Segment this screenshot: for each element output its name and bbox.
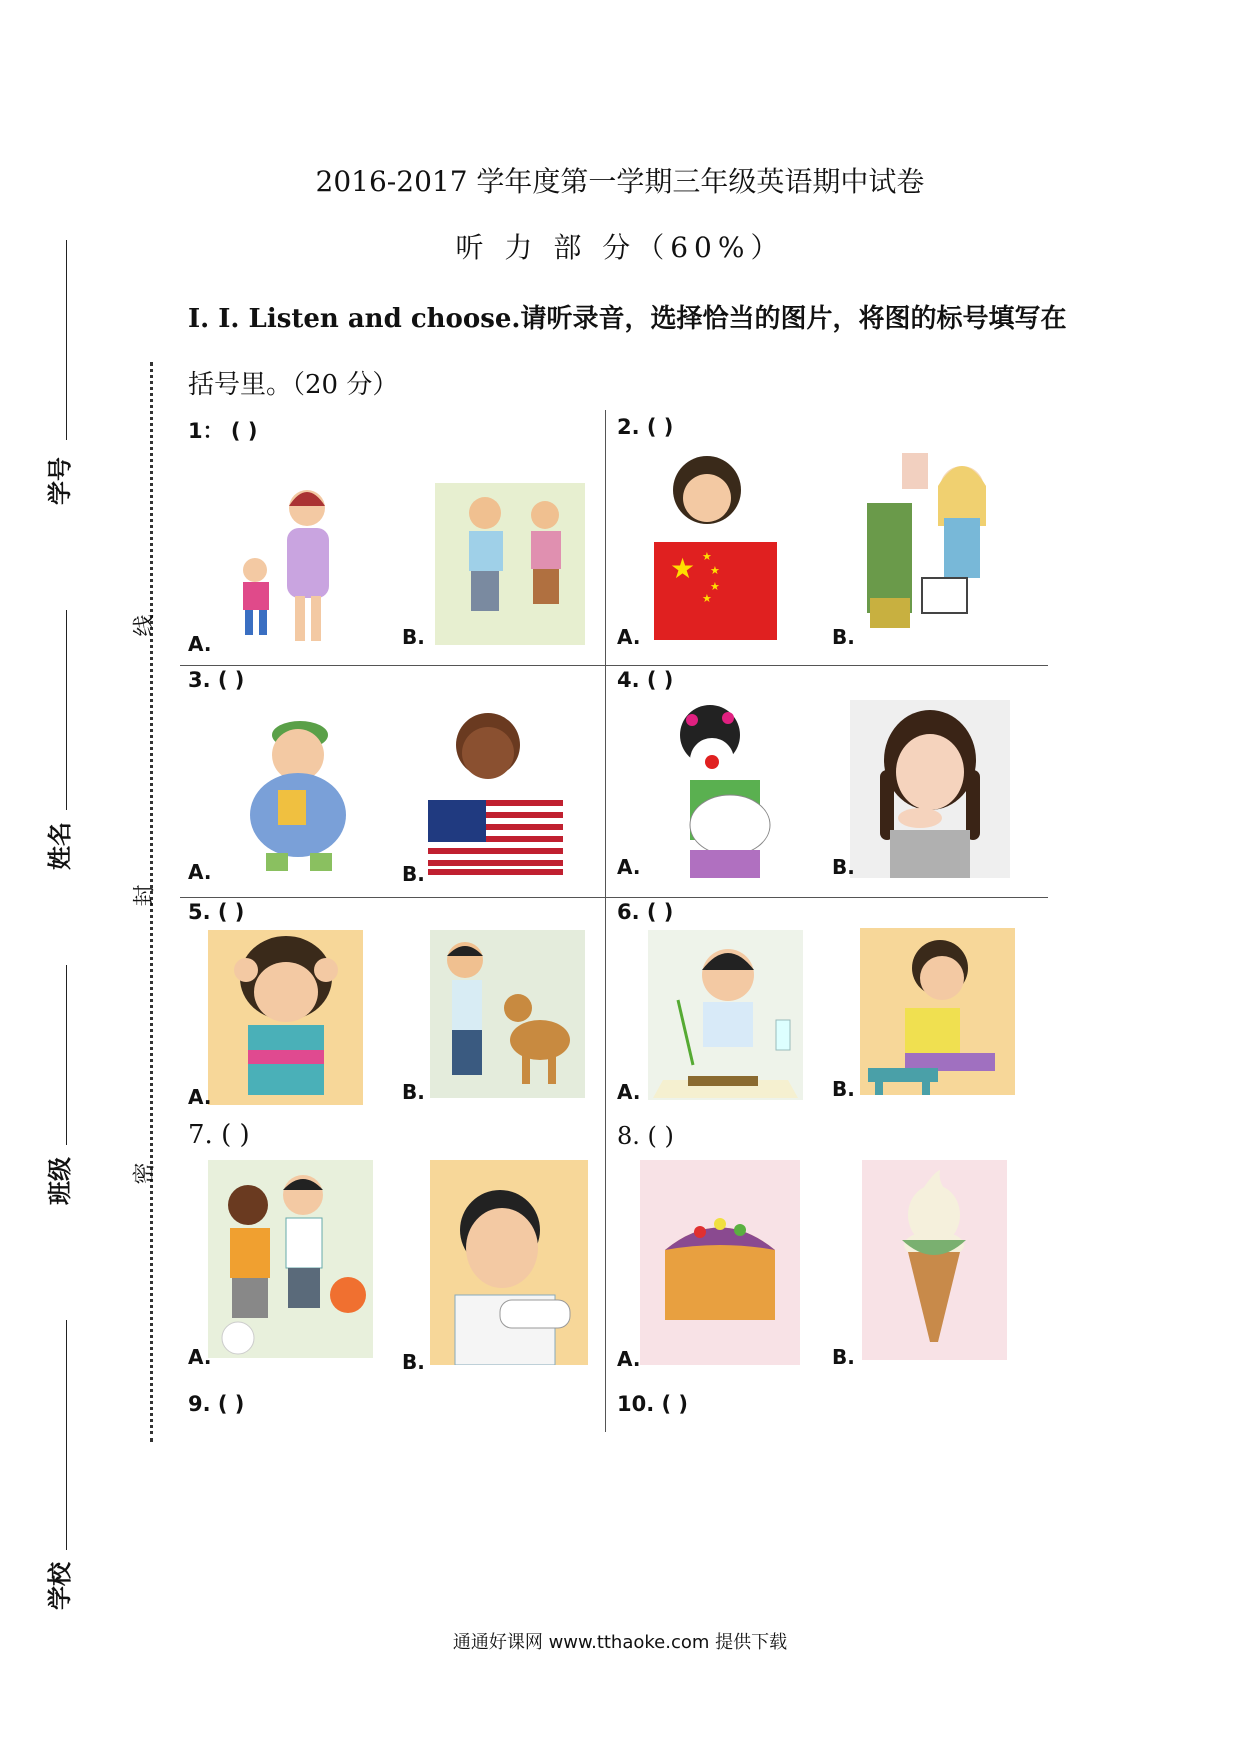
q6-option-b: B. [832, 1077, 855, 1101]
woman-shopping-icon [862, 448, 1002, 643]
cake-icon [640, 1160, 800, 1365]
clown-icon [650, 700, 800, 878]
question-8-number: 8. ( ) [617, 1122, 674, 1150]
question-3-number: 3. ( ) [188, 668, 245, 692]
mother-and-child-icon [215, 478, 365, 653]
boy-and-girl-greeting-icon [435, 483, 585, 645]
girl-headache-icon [208, 930, 363, 1105]
page-subtitle: 听 力 部 分（60%） [455, 231, 785, 264]
student-id-label: 学号 [46, 457, 74, 505]
q2-option-a: A. [617, 625, 641, 649]
q8-option-b: B. [832, 1345, 855, 1369]
fat-boy-eating-fries-icon [218, 705, 373, 875]
seal-char-seal: 封 [132, 884, 158, 907]
svg-text:★: ★ [670, 552, 696, 585]
question-4-number: 4. ( ) [617, 668, 674, 692]
q6-option-a: A. [617, 1080, 641, 1104]
instruction-line-2: 括号里。（20 分） [188, 370, 399, 400]
ice-cream-icon [862, 1160, 1007, 1360]
question-10-number: 10. ( ) [617, 1392, 689, 1416]
question-9-number: 9. ( ) [188, 1392, 245, 1416]
grid-divider-1 [180, 665, 1048, 666]
q7-option-b: B. [402, 1350, 425, 1374]
q1-option-a: A. [188, 632, 212, 656]
seal-char-line: 线 [132, 614, 158, 637]
class-label: 班级 [46, 1157, 74, 1205]
grid-divider-2 [180, 897, 1048, 898]
question-7-number: 7. ( ) [188, 1120, 250, 1150]
svg-text:★: ★ [702, 550, 712, 563]
q1-option-b: B. [402, 625, 425, 649]
page-title: 2016-2017 学年度第一学期三年级英语期中试卷 [315, 165, 925, 198]
boy-with-dog-icon [430, 930, 585, 1098]
grid-divider-vertical [605, 410, 606, 1432]
q3-option-a: A. [188, 860, 212, 884]
boy-usa-flag-icon [428, 705, 563, 875]
svg-text:★: ★ [710, 580, 720, 593]
question-2-number: 2. ( ) [617, 415, 674, 439]
svg-text:★: ★ [702, 592, 712, 605]
boy-hurt-arm-icon [430, 1160, 588, 1365]
boys-playing-ball-icon [208, 1160, 373, 1358]
seal-char-secret: 密 [132, 1162, 158, 1185]
name-blank [66, 610, 67, 810]
q8-option-a: A. [617, 1347, 641, 1371]
svg-text:★: ★ [710, 564, 720, 577]
boy-eating-icon [648, 930, 803, 1100]
q7-option-a: A. [188, 1345, 212, 1369]
question-6-number: 6. ( ) [617, 900, 674, 924]
school-label: 学校 [46, 1562, 74, 1610]
question-1-number: 1： ( ) [188, 419, 258, 443]
name-label: 姓名 [46, 822, 74, 870]
q5-option-a: A. [188, 1085, 212, 1109]
instruction-line-1: I. I. Listen and choose.请听录音，选择恰当的图片，将图的标号填写在 [188, 304, 1067, 334]
girl-photo-icon [850, 700, 1010, 878]
q2-option-b: B. [832, 625, 855, 649]
question-5-number: 5. ( ) [188, 900, 245, 924]
q4-option-b: B. [832, 855, 855, 879]
class-blank [66, 965, 67, 1145]
girl-china-flag-icon [652, 450, 777, 640]
student-id-blank [66, 240, 67, 440]
q3-option-b: B. [402, 862, 425, 886]
q5-option-b: B. [402, 1080, 425, 1104]
q4-option-a: A. [617, 855, 641, 879]
girl-hurt-foot-icon [860, 928, 1015, 1095]
school-blank [66, 1320, 67, 1550]
page-footer: 通通好课网 www.tthaoke.com 提供下载 [452, 1632, 788, 1653]
